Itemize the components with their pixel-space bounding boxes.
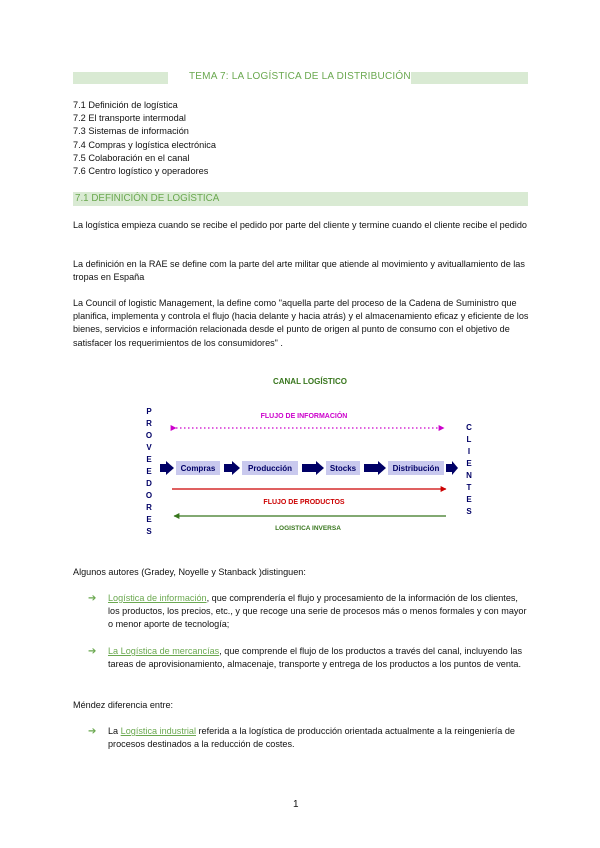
toc-item: 7.3 Sistemas de información	[73, 126, 189, 137]
chapter-title: TEMA 7: LA LOGÍSTICA DE LA DISTRIBUCIÓN	[189, 71, 411, 82]
bullet-item-logistica-informacion	[88, 592, 528, 632]
bullet-item-logistica-industrial	[88, 725, 528, 751]
customers-letter: N	[466, 471, 472, 480]
customers-letter: E	[466, 459, 472, 468]
suppliers-letter: D	[146, 479, 152, 488]
bullet-text: referida a la logística de producción orientada actualmente a la reingeniería de procesos destinados a la reducción de costes.	[108, 726, 515, 750]
title-left-bar	[73, 72, 168, 84]
step-label: Compras	[180, 464, 216, 473]
authors-intro: Algunos autores (Gradey, Noyelle y Stanback )distinguen:	[73, 567, 306, 577]
bullet-item-logistica-mercancias	[88, 645, 528, 671]
mendez-intro: Méndez diferencia entre:	[73, 700, 174, 710]
toc-item: 7.5 Colaboración en el canal	[73, 152, 190, 163]
chain-arrow	[446, 461, 458, 475]
toc-item: 7.1 Definición de logística	[73, 100, 178, 110]
customers-label	[466, 423, 472, 516]
flow-info-label: FLUJO DE INFORMACIÓN	[260, 413, 348, 420]
chain-arrow	[302, 461, 324, 475]
customers-letter: L	[466, 435, 472, 444]
chapter-title-bar	[73, 71, 528, 84]
toc-item: 7.6 Centro logístico y operadores	[73, 166, 209, 177]
toc-item: 7.4 Compras y logística electrónica	[73, 139, 216, 150]
suppliers-letter: V	[146, 443, 152, 452]
suppliers-label	[146, 407, 152, 535]
customers-letter: E	[466, 495, 472, 504]
suppliers-letter: S	[146, 527, 152, 535]
chain-arrow	[160, 461, 174, 475]
customers-letter: C	[466, 423, 472, 432]
step-label: Producción	[247, 464, 293, 473]
suppliers-letter: O	[145, 491, 153, 500]
flow-products-label: FLUJO DE PRODUCTOS	[263, 499, 345, 506]
customers-letter: T	[466, 483, 472, 492]
paragraph-logistics-start: La logística empieza cuando se recibe el pedido por parte del cliente y termine cuando el cliente recibe el pedido	[73, 220, 527, 230]
page-number: 1	[293, 799, 299, 810]
customers-letter: I	[467, 447, 471, 456]
suppliers-letter: R	[146, 503, 152, 512]
bullet-text: , que comprende el flujo de los productos a través del canal, incluyendo las tareas de aprovisionamiento, almacenaje, transporte y entrega de los productos a los puntos de venta.	[108, 646, 523, 670]
link-logistica-industrial[interactable]: Logística industrial	[120, 726, 196, 736]
section-heading-bar	[73, 192, 528, 206]
arrow-bullet-icon: ➔	[88, 593, 97, 604]
suppliers-letter: E	[146, 455, 152, 464]
table-of-contents	[73, 99, 216, 178]
bullet-text: , que comprendería el flujo y procesamiento de la información de los clientes, los productos, los precios, etc., y que recoge una serie de procesos más o menos formales y con mayor o menor aporte de tecnología;	[108, 593, 527, 630]
toc-item: 7.2 El transporte intermodal	[73, 113, 186, 124]
step-label: Stocks	[329, 464, 357, 473]
suppliers-letter: R	[146, 419, 152, 428]
paragraph-rae-definition: La definición en la RAE se define com la parte del arte militar que atiende al movimiento y avituallamiento de las tropas en España	[73, 259, 525, 283]
suppliers-letter: P	[146, 407, 152, 416]
diagram-title: CANAL LOGÍSTICO	[272, 377, 348, 386]
section-heading: 7.1 DEFINICIÓN DE LOGÍSTICA	[75, 193, 220, 204]
suppliers-letter: E	[146, 467, 152, 476]
arrow-bullet-icon: ➔	[88, 726, 97, 737]
logistics-channel-diagram	[140, 370, 480, 535]
chain-arrow	[224, 461, 240, 475]
customers-letter: S	[466, 507, 472, 516]
bullet-prefix: La	[108, 726, 121, 736]
chain-arrow	[364, 461, 386, 475]
arrow-bullet-icon: ➔	[88, 646, 97, 657]
suppliers-letter: O	[145, 431, 153, 440]
reverse-logistics-label: LOGISTICA INVERSA	[275, 525, 341, 532]
paragraph-council-definition: La Council of logistic Management, la define como "aquella parte del proceso de la Cadena de Suministro que planifica, implementa y controla el flujo (hacia delante y hacia atrás) y el almacenamiento eficaz y eficiente de los bienes, servicios e información relacionada desde el punto de origen al punto de consumo con el objetivo de satisfacer los requerimientos de los consumidores" .	[73, 298, 529, 348]
step-label: Distribución	[392, 464, 440, 473]
link-logistica-informacion[interactable]: Logística de información	[108, 593, 207, 603]
process-chain	[160, 461, 458, 475]
suppliers-letter: E	[146, 515, 152, 524]
title-right-bar	[411, 72, 528, 84]
link-logistica-mercancias[interactable]: La Logística de mercancías	[108, 646, 220, 656]
